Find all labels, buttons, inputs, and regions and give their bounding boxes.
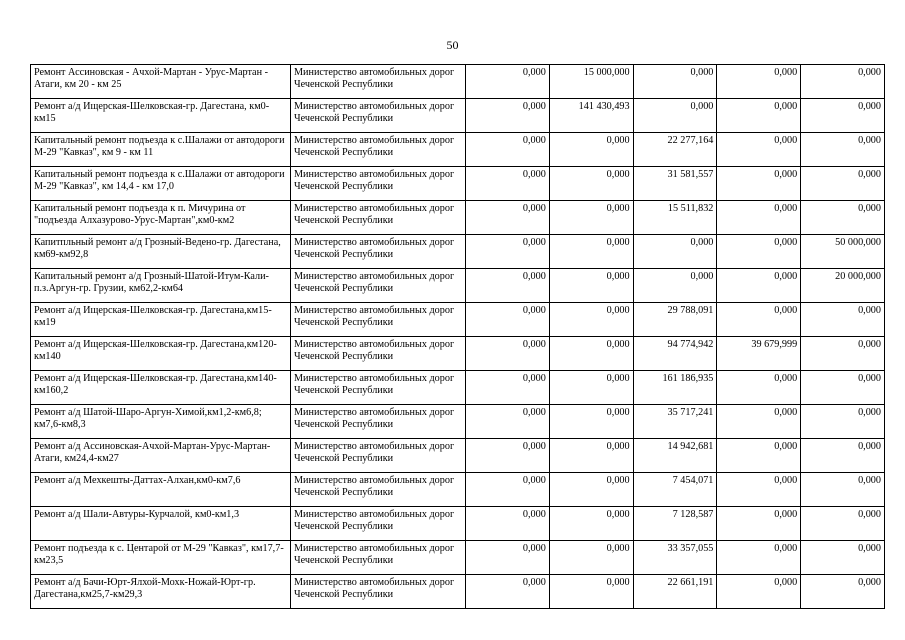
amount-cell-4: 0,000 xyxy=(717,235,801,269)
table-row xyxy=(31,133,885,167)
object-name-cell: Ремонт а/д Ищерская-Шелковская-гр. Дагестана,км140-км160,2 xyxy=(31,371,291,405)
amount-cell-2: 0,000 xyxy=(549,303,633,337)
amount-cell-3: 22 661,191 xyxy=(633,575,717,609)
amount-cell-3: 0,000 xyxy=(633,65,717,99)
amount-cell-4: 0,000 xyxy=(717,303,801,337)
table-row xyxy=(31,337,885,371)
amount-cell-2: 141 430,493 xyxy=(549,99,633,133)
amount-cell-5: 0,000 xyxy=(801,337,885,371)
object-name-cell: Капитальный ремонт подъезда к с.Шалажи от автодороги М-29 "Кавказ", км 9 - км 11 xyxy=(31,133,291,167)
amount-cell-5: 0,000 xyxy=(801,167,885,201)
amount-cell-2: 0,000 xyxy=(549,371,633,405)
customer-cell: Министерство автомобильных дорог Чеченской Республики xyxy=(291,235,466,269)
amount-cell-2: 0,000 xyxy=(549,575,633,609)
object-name-cell: Ремонт а/д Бачи-Юрт-Ялхой-Мохк-Ножай-Юрт-гр. Дагестана,км25,7-км29,3 xyxy=(31,575,291,609)
amount-cell-4: 0,000 xyxy=(717,99,801,133)
amount-cell-5: 0,000 xyxy=(801,133,885,167)
customer-cell: Министерство автомобильных дорог Чеченской Республики xyxy=(291,507,466,541)
amount-cell-3: 161 186,935 xyxy=(633,371,717,405)
amount-cell-4: 0,000 xyxy=(717,473,801,507)
amount-cell-4: 0,000 xyxy=(717,269,801,303)
table-row xyxy=(31,575,885,609)
amount-cell-3: 94 774,942 xyxy=(633,337,717,371)
amount-cell-5: 0,000 xyxy=(801,507,885,541)
amount-cell-2: 15 000,000 xyxy=(549,65,633,99)
amount-cell-1: 0,000 xyxy=(466,507,550,541)
table-row xyxy=(31,371,885,405)
amount-cell-3: 7 454,071 xyxy=(633,473,717,507)
amount-cell-3: 7 128,587 xyxy=(633,507,717,541)
budget-table xyxy=(30,64,885,609)
table-row xyxy=(31,201,885,235)
amount-cell-2: 0,000 xyxy=(549,167,633,201)
amount-cell-3: 22 277,164 xyxy=(633,133,717,167)
amount-cell-3: 33 357,055 xyxy=(633,541,717,575)
amount-cell-5: 0,000 xyxy=(801,201,885,235)
customer-cell: Министерство автомобильных дорог Чеченской Республики xyxy=(291,133,466,167)
table-row xyxy=(31,405,885,439)
amount-cell-1: 0,000 xyxy=(466,371,550,405)
amount-cell-5: 0,000 xyxy=(801,473,885,507)
amount-cell-4: 0,000 xyxy=(717,133,801,167)
object-name-cell: Ремонт Ассиновская - Ачхой-Мартан - Урус-Мартан - Атаги, км 20 - км 25 xyxy=(31,65,291,99)
amount-cell-1: 0,000 xyxy=(466,541,550,575)
amount-cell-5: 0,000 xyxy=(801,439,885,473)
object-name-cell: Капитальный ремонт а/д Грозный-Шатой-Итум-Кали-п.з.Аргун-гр. Грузии, км62,2-км64 xyxy=(31,269,291,303)
amount-cell-4: 0,000 xyxy=(717,439,801,473)
customer-cell: Министерство автомобильных дорог Чеченской Республики xyxy=(291,99,466,133)
object-name-cell: Ремонт подъезда к с. Центарой от М-29 "Кавказ", км17,7-км23,5 xyxy=(31,541,291,575)
amount-cell-1: 0,000 xyxy=(466,337,550,371)
object-name-cell: Капитпльный ремонт а/д Грозный-Ведено-гр. Дагестана, км69-км92,8 xyxy=(31,235,291,269)
table-row xyxy=(31,167,885,201)
amount-cell-4: 0,000 xyxy=(717,541,801,575)
amount-cell-2: 0,000 xyxy=(549,507,633,541)
amount-cell-5: 0,000 xyxy=(801,303,885,337)
customer-cell: Министерство автомобильных дорог Чеченской Республики xyxy=(291,65,466,99)
amount-cell-1: 0,000 xyxy=(466,65,550,99)
amount-cell-4: 0,000 xyxy=(717,201,801,235)
amount-cell-2: 0,000 xyxy=(549,439,633,473)
amount-cell-1: 0,000 xyxy=(466,575,550,609)
amount-cell-1: 0,000 xyxy=(466,201,550,235)
amount-cell-4: 39 679,999 xyxy=(717,337,801,371)
amount-cell-1: 0,000 xyxy=(466,167,550,201)
budget-table-body xyxy=(31,65,885,609)
amount-cell-1: 0,000 xyxy=(466,269,550,303)
customer-cell: Министерство автомобильных дорог Чеченской Республики xyxy=(291,473,466,507)
table-row xyxy=(31,235,885,269)
customer-cell: Министерство автомобильных дорог Чеченской Республики xyxy=(291,405,466,439)
amount-cell-3: 0,000 xyxy=(633,269,717,303)
table-row xyxy=(31,99,885,133)
object-name-cell: Ремонт а/д Ищерская-Шелковская-гр. Дагестана,км120-км140 xyxy=(31,337,291,371)
object-name-cell: Ремонт а/д Шали-Автуры-Курчалой, км0-км1,3 xyxy=(31,507,291,541)
amount-cell-1: 0,000 xyxy=(466,303,550,337)
object-name-cell: Капитальный ремонт подъезда к с.Шалажи от автодороги М-29 "Кавказ", км 14,4 - км 17,0 xyxy=(31,167,291,201)
object-name-cell: Ремонт а/д Шатой-Шаро-Аргун-Химой,км1,2-км6,8; км7,6-км8,3 xyxy=(31,405,291,439)
amount-cell-3: 0,000 xyxy=(633,99,717,133)
amount-cell-1: 0,000 xyxy=(466,473,550,507)
amount-cell-3: 15 511,832 xyxy=(633,201,717,235)
amount-cell-5: 0,000 xyxy=(801,575,885,609)
customer-cell: Министерство автомобильных дорог Чеченской Республики xyxy=(291,269,466,303)
customer-cell: Министерство автомобильных дорог Чеченской Республики xyxy=(291,541,466,575)
amount-cell-2: 0,000 xyxy=(549,405,633,439)
amount-cell-5: 0,000 xyxy=(801,65,885,99)
object-name-cell: Ремонт а/д Ищерская-Шелковская-гр. Дагестана, км0-км15 xyxy=(31,99,291,133)
customer-cell: Министерство автомобильных дорог Чеченской Республики xyxy=(291,201,466,235)
table-row xyxy=(31,303,885,337)
amount-cell-2: 0,000 xyxy=(549,473,633,507)
object-name-cell: Ремонт а/д Мехкешты-Даттах-Алхан,км0-км7,6 xyxy=(31,473,291,507)
object-name-cell: Ремонт а/д Ищерская-Шелковская-гр. Дагестана,км15-км19 xyxy=(31,303,291,337)
customer-cell: Министерство автомобильных дорог Чеченской Республики xyxy=(291,439,466,473)
amount-cell-2: 0,000 xyxy=(549,269,633,303)
amount-cell-4: 0,000 xyxy=(717,405,801,439)
table-row xyxy=(31,541,885,575)
amount-cell-2: 0,000 xyxy=(549,337,633,371)
page-number: 50 xyxy=(446,38,459,52)
amount-cell-4: 0,000 xyxy=(717,575,801,609)
amount-cell-3: 35 717,241 xyxy=(633,405,717,439)
amount-cell-4: 0,000 xyxy=(717,167,801,201)
table-row xyxy=(31,65,885,99)
table-row xyxy=(31,507,885,541)
amount-cell-3: 31 581,557 xyxy=(633,167,717,201)
object-name-cell: Ремонт а/д Ассиновская-Ачхой-Мартан-Урус-Мартан-Атаги, км24,4-км27 xyxy=(31,439,291,473)
amount-cell-1: 0,000 xyxy=(466,405,550,439)
amount-cell-4: 0,000 xyxy=(717,507,801,541)
amount-cell-3: 0,000 xyxy=(633,235,717,269)
amount-cell-1: 0,000 xyxy=(466,439,550,473)
table-row xyxy=(31,269,885,303)
amount-cell-1: 0,000 xyxy=(466,133,550,167)
customer-cell: Министерство автомобильных дорог Чеченской Республики xyxy=(291,337,466,371)
amount-cell-5: 0,000 xyxy=(801,405,885,439)
table-row xyxy=(31,473,885,507)
customer-cell: Министерство автомобильных дорог Чеченской Республики xyxy=(291,167,466,201)
amount-cell-4: 0,000 xyxy=(717,371,801,405)
customer-cell: Министерство автомобильных дорог Чеченской Республики xyxy=(291,371,466,405)
amount-cell-1: 0,000 xyxy=(466,235,550,269)
amount-cell-2: 0,000 xyxy=(549,541,633,575)
amount-cell-5: 0,000 xyxy=(801,371,885,405)
amount-cell-5: 20 000,000 xyxy=(801,269,885,303)
object-name-cell: Капитальный ремонт подъезда к п. Мичурина от "подъезда Алхазурово-Урус-Мартан",км0-км2 xyxy=(31,201,291,235)
amount-cell-1: 0,000 xyxy=(466,99,550,133)
amount-cell-2: 0,000 xyxy=(549,201,633,235)
customer-cell: Министерство автомобильных дорог Чеченской Республики xyxy=(291,575,466,609)
amount-cell-3: 14 942,681 xyxy=(633,439,717,473)
customer-cell: Министерство автомобильных дорог Чеченской Республики xyxy=(291,303,466,337)
amount-cell-5: 50 000,000 xyxy=(801,235,885,269)
amount-cell-5: 0,000 xyxy=(801,99,885,133)
amount-cell-3: 29 788,091 xyxy=(633,303,717,337)
amount-cell-4: 0,000 xyxy=(717,65,801,99)
amount-cell-5: 0,000 xyxy=(801,541,885,575)
amount-cell-2: 0,000 xyxy=(549,133,633,167)
table-row xyxy=(31,439,885,473)
amount-cell-2: 0,000 xyxy=(549,235,633,269)
